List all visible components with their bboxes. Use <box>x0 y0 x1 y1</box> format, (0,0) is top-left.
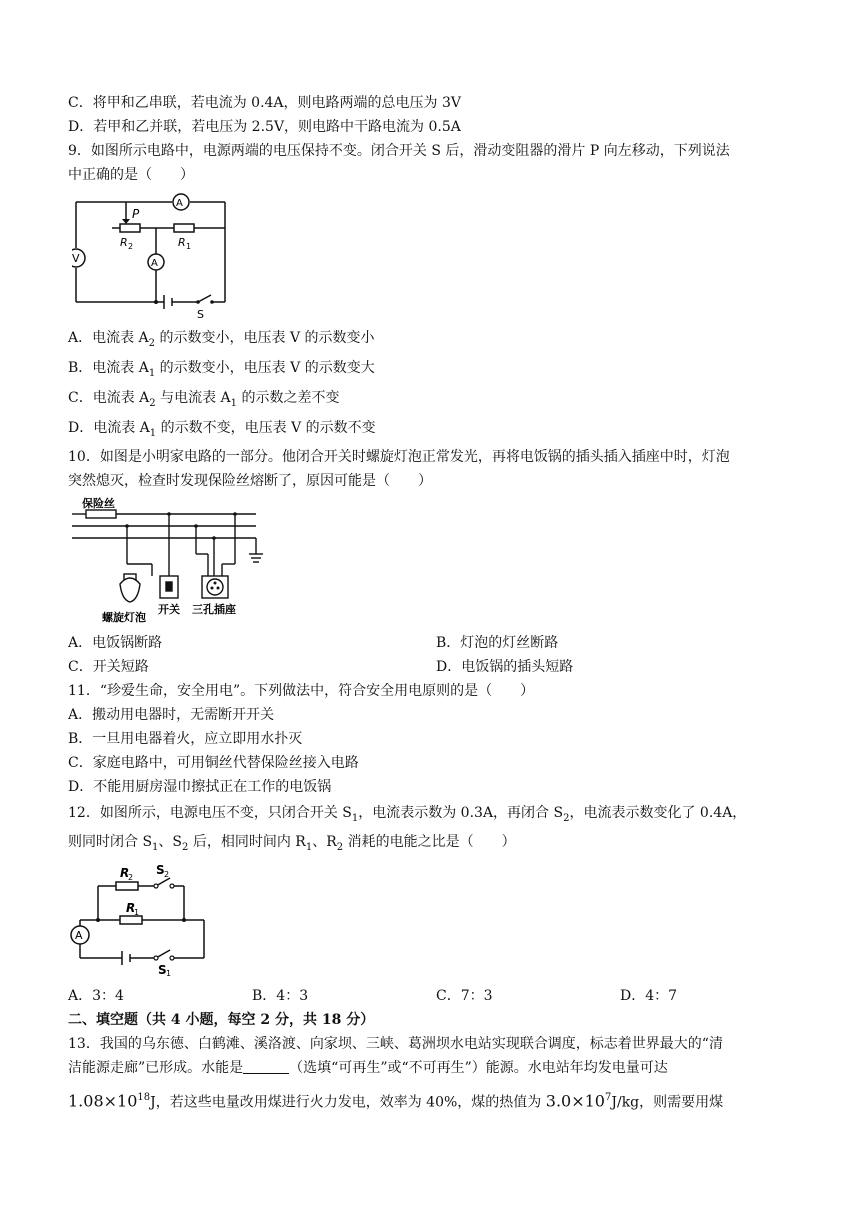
q9-label-r2: R <box>120 236 128 249</box>
q9-label-ammeter-a1: A <box>176 198 183 209</box>
q13-line1: 13．我国的乌东德、白鹤滩、溪洛渡、向家坝、三峡、葛洲坝水电站实现联合调度，标志着世界最大的“清 <box>68 1036 723 1052</box>
q9-label-r1-sub: 1 <box>186 242 192 251</box>
q9-label-voltmeter: V <box>72 252 80 265</box>
q12-label-r1-sub: 1 <box>134 908 140 917</box>
q12-label-s1-sub: 1 <box>166 969 172 976</box>
q9-label-switch: S <box>197 308 204 320</box>
q9-label-r1: R <box>178 236 186 249</box>
q9-option-a: A．电流表 $A_2$ 的示数变小，电压表 V 的示数变小 <box>68 330 375 349</box>
q10-option-d: D．电饭锅的插头短路 <box>436 659 574 675</box>
q12-option-a: A．3：4 <box>68 988 124 1004</box>
q10-option-a: A．电饭锅断路 <box>68 635 163 651</box>
q11-option-d: D．不能用厨房湿巾擦拭正在工作的电饭锅 <box>68 779 332 795</box>
q10-stem-line2: 突然熄灭，检查时发现保险丝熔断了，原因可能是（ ） <box>68 473 432 489</box>
q12-stem-line1: 12．如图所示，电源电压不变，只闭合开关 $S_1$，电流表示数为 0.3A，再闭合 $S_2$，电流表示数变化了 0.4A， <box>68 805 747 824</box>
q10-option-c: C．开关短路 <box>68 659 149 675</box>
q12-option-d: D．4：7 <box>620 988 678 1004</box>
q12-label-s2-sub: 2 <box>164 870 170 879</box>
q10-label-socket: 三孔插座 <box>192 603 236 616</box>
q12-label-r1: R <box>126 901 136 915</box>
q8-option-c: C．将甲和乙串联，若电流为 0.4A，则电路两端的总电压为 3V <box>68 95 462 111</box>
q13-line2: 洁能源走廊”已形成。水能是 （选填“可再生”或“不可再生”）能源。水电站年均发电量可达 <box>68 1060 668 1076</box>
q9-circuit-diagram <box>72 192 232 320</box>
q11-option-a: A．搬动用电器时，无需断开开关 <box>68 707 275 723</box>
q11-option-c: C．家庭电路中，可用铜丝代替保险丝接入电路 <box>68 755 359 771</box>
q9-label-r2-sub: 2 <box>128 242 134 251</box>
q10-household-circuit-diagram <box>72 496 268 624</box>
q9-label-p: P <box>132 207 140 221</box>
q12-option-c: C．7：3 <box>436 988 493 1004</box>
q9-stem-line1: 9．如图所示电路中，电源两端的电压保持不变。闭合开关 S 后，滑动变阻器的滑片 P 向左移动，下列说法 <box>68 143 730 159</box>
q9-option-d: D．电流表 $A_1$ 的示数不变，电压表 V 的示数不变 <box>68 420 376 439</box>
q12-label-r2-sub: 2 <box>128 873 134 882</box>
q9-stem-line2: 中正确的是（ ） <box>68 167 194 183</box>
q9-option-b: B．电流表 $A_1$ 的示数变小，电压表 V 的示数变大 <box>68 360 375 379</box>
q12-label-ammeter: A <box>75 929 83 942</box>
q8-option-d: D．若甲和乙并联，若电压为 2.5V，则电路中干路电流为 0.5A <box>68 119 461 135</box>
q13-line3: $1.08\times 10^{18}J$，若这些电量改用煤进行火力发电，效率为 40%，煤的热值为 $3.0\times 10^7J/kg$，则需要用煤 <box>68 1091 724 1111</box>
q10-label-fuse: 保险丝 <box>82 497 115 510</box>
q10-label-bulb: 螺旋灯泡 <box>102 611 146 624</box>
q10-option-b: B．灯泡的灯丝断路 <box>436 635 559 651</box>
q13-answer-blank <box>243 1059 289 1074</box>
q12-label-s1: S <box>158 963 167 976</box>
q9-label-ammeter-a2: A <box>151 258 158 269</box>
q10-stem-line1: 10．如图是小明家电路的一部分。他闭合开关时螺旋灯泡正常发光，再将电饭锅的插头插入插座中时，灯泡 <box>68 449 730 465</box>
q12-option-b: B．4：3 <box>252 988 309 1004</box>
q10-label-switch: 开关 <box>158 603 180 616</box>
q12-stem-line2: 则同时闭合 $S_1$、$S_2$ 后，相同时间内 $R_1$、$R_2$ 消耗的电能之比是（ ） <box>68 834 516 853</box>
q12-circuit-diagram <box>70 858 216 976</box>
q11-option-b: B．一旦用电器着火，应立即用水扑灭 <box>68 731 303 747</box>
q11-stem: 11．“珍爱生命，安全用电”。下列做法中，符合安全用电原则的是（ ） <box>68 683 535 699</box>
q9-option-c: C．电流表 $A_2$ 与电流表 $A_1$ 的示数之差不变 <box>68 390 340 409</box>
q12-label-s2: S <box>156 863 165 877</box>
section-2-heading: 二、填空题（共 4 小题，每空 2 分，共 18 分） <box>68 1012 375 1028</box>
q12-label-r2: R <box>120 866 130 880</box>
